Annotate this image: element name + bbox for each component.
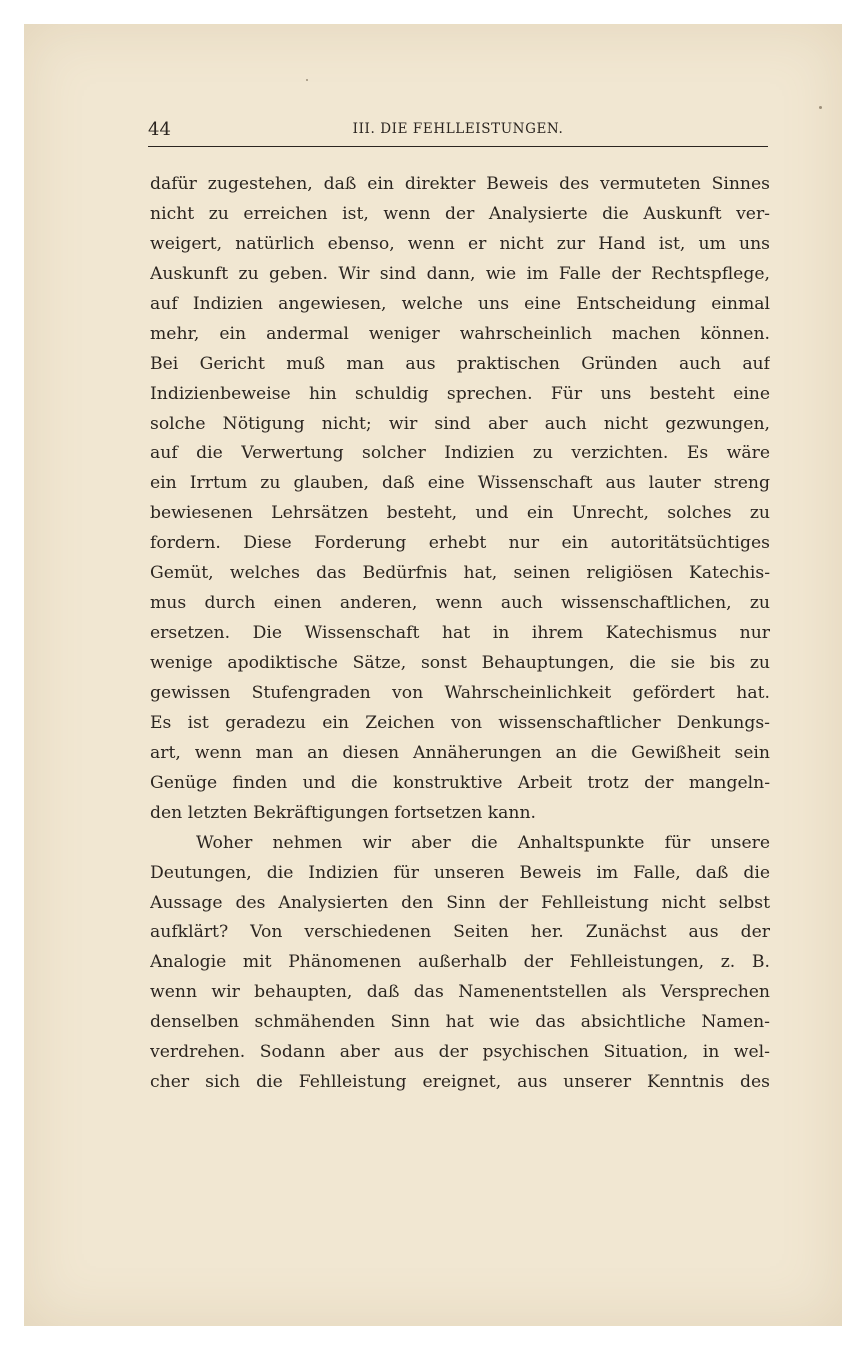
text-line: fordern. Diese Forderung erhebt nur ein autoritätsüchtiges [150, 533, 770, 554]
text-line: Aussage des Analysierten den Sinn der Fehlleistung nicht selbst [150, 892, 770, 913]
text-line: gewissen Stufengraden von Wahrscheinlichkeit gefördert hat. [150, 682, 770, 703]
text-line: auf die Verwertung solcher Indizien zu verzichten. Es wäre [150, 443, 770, 464]
text-line: Deutungen, die Indizien für unseren Beweis im Falle, daß die [150, 862, 770, 883]
text-line: cher sich die Fehlleistung ereignet, aus unserer Kenntnis des [150, 1072, 770, 1093]
text-line: nicht zu erreichen ist, wenn der Analysierte die Auskunft ver- [150, 203, 770, 224]
text-line: Auskunft zu geben. Wir sind dann, wie im Falle der Rechtspflege, [150, 263, 770, 284]
paper-speck [819, 106, 822, 109]
text-line: mus durch einen anderen, wenn auch wissenschaftlichen, zu [150, 593, 770, 614]
text-line: mehr, ein andermal weniger wahrscheinlich machen können. [150, 323, 770, 344]
page-number: 44 [148, 119, 171, 140]
text-line: verdrehen. Sodann aber aus der psychischen Situation, in wel- [150, 1042, 770, 1063]
running-head: III. DIE FEHLLEISTUNGEN. [352, 121, 564, 137]
text-line: denselben schmähenden Sinn hat wie das absichtliche Namen- [150, 1012, 770, 1033]
text-line: Analogie mit Phänomenen außerhalb der Fehlleistungen, z. B. [150, 952, 770, 973]
text-line: ersetzen. Die Wissenschaft hat in ihrem Katechismus nur [150, 623, 770, 644]
text-line: ein Irrtum zu glauben, daß eine Wissenschaft aus lauter streng [150, 473, 770, 494]
text-line: wenn wir behaupten, daß das Namenentstellen als Versprechen [150, 982, 770, 1003]
page-header [148, 116, 768, 147]
text-line: Gemüt, welches das Bedürfnis hat, seinen religiösen Katechis- [150, 563, 770, 584]
text-line: Es ist geradezu ein Zeichen von wissenschaftlicher Denkungs- [150, 712, 770, 733]
text-line: solche Nötigung nicht; wir sind aber auch nicht gezwungen, [150, 413, 770, 434]
text-line: Bei Gericht muß man aus praktischen Gründen auch auf [150, 353, 770, 374]
text-line: bewiesenen Lehrsätzen besteht, und ein Unrecht, solches zu [150, 503, 770, 524]
text-line: Woher nehmen wir aber die Anhaltspunkte für unsere [196, 832, 770, 853]
text-line: auf Indizien angewiesen, welche uns eine Entscheidung einmal [150, 293, 770, 314]
text-line: Genüge finden und die konstruktive Arbeit trotz der mangeln- [150, 772, 770, 793]
text-line: wenige apodiktische Sätze, sonst Behauptungen, die sie bis zu [150, 653, 770, 673]
text-line: aufklärt? Von verschiedenen Seiten her. Zunächst aus der [150, 922, 770, 943]
body-text [150, 170, 770, 1098]
text-line: dafür zugestehen, daß ein direkter Beweis des vermuteten Sinnes [150, 174, 770, 194]
text-line: den letzten Bekräftigungen fortsetzen kann. [150, 802, 536, 823]
text-line: Indizienbeweise hin schuldig sprechen. Für uns besteht eine [150, 383, 770, 404]
text-line: art, wenn man an diesen Annäherungen an die Gewißheit sein [150, 742, 770, 763]
paper-speck [306, 79, 308, 81]
text-line: weigert, natürlich ebenso, wenn er nicht zur Hand ist, um uns [150, 233, 770, 254]
